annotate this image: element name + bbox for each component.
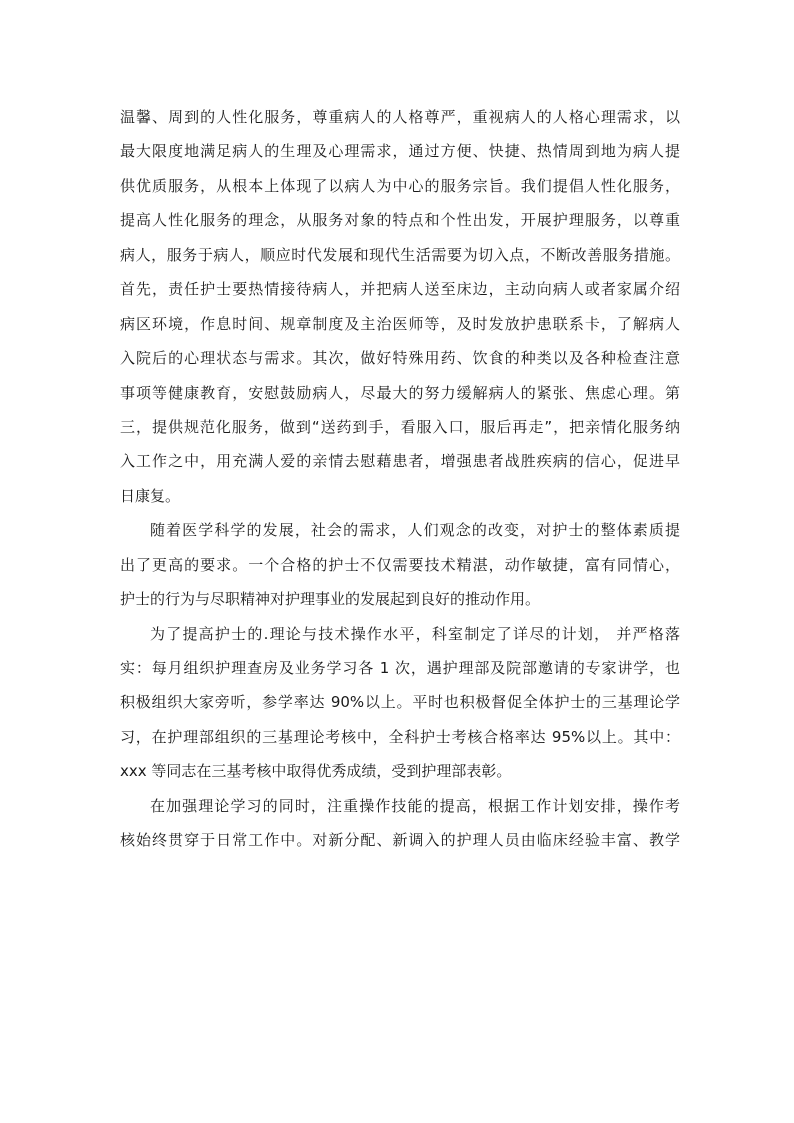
- text-line: 供优质服务，从根本上体现了以病人为中心的服务宗旨。我们提倡人性化服务，: [120, 176, 680, 195]
- text-line: 首先，责任护士要热情接待病人，并把病人送至床边，主动向病人或者家属介绍: [120, 280, 680, 299]
- text-line: 习，在护理部组织的三基理论考核中，全科护士考核合格率达 95%以上。其中：: [120, 727, 680, 746]
- text-line: 核始终贯穿于日常工作中。对新分配、新调入的护理人员由临床经验丰富、教学: [120, 831, 680, 850]
- paragraph-first-line: 为了提高护士的.理论与技术操作水平，科室制定了详尽的计划， 并严格落: [150, 624, 680, 643]
- text-line: 出了更高的要求。一个合格的护士不仅需要技术精湛，动作敏捷，富有同情心，: [120, 555, 680, 574]
- body-text: [120, 100, 680, 858]
- text-line: 提高人性化服务的理念，从服务对象的特点和个性出发，开展护理服务，以尊重: [120, 211, 680, 230]
- text-line: 病区环境，作息时间、规章制度及主治医师等，及时发放护患联系卡，了解病人: [120, 314, 680, 333]
- text-line: 日康复。: [120, 486, 181, 505]
- text-line: 温馨、周到的人性化服务，尊重病人的人格尊严，重视病人的人格心理需求，以: [120, 108, 680, 126]
- text-line: 实：每月组织护理查房及业务学习各 1 次，遇护理部及院部邀请的专家讲学，也: [120, 659, 680, 677]
- text-line: 入院后的心理状态与需求。其次，做好特殊用药、饮食的种类以及各种检查注意: [120, 349, 680, 368]
- text-line: 积极组织大家旁听，参学率达 90%以上。平时也积极督促全体护士的三基理论学: [120, 693, 680, 712]
- text-line: xxx 等同志在三基考核中取得优秀成绩，受到护理部表彰。: [120, 762, 512, 781]
- text-line: 三，提供规范化服务，做到“送药到手，看服入口，服后再走”，把亲情化服务纳: [120, 417, 680, 436]
- text-line: 入工作之中，用充满人爱的亲情去慰藉患者，增强患者战胜疾病的信心，促进早: [120, 452, 680, 471]
- paragraph-first-line: 在加强理论学习的同时，注重操作技能的提高，根据工作计划安排，操作考: [150, 796, 680, 815]
- text-line: 最大限度地满足病人的生理及心理需求，通过方便、快捷、热情周到地为病人提: [120, 142, 680, 161]
- text-line: 事项等健康教育，安慰鼓励病人，尽最大的努力缓解病人的紧张、焦虑心理。第: [120, 383, 680, 402]
- paragraph-first-line: 随着医学科学的发展，社会的需求，人们观念的改变，对护士的整体素质提: [150, 521, 680, 540]
- text-line: 护士的行为与尽职精神对护理事业的发展起到良好的推动作用。: [120, 590, 541, 609]
- text-line: 病人，服务于病人，顺应时代发展和现代生活需要为切入点，不断改善服务措施。: [120, 245, 680, 264]
